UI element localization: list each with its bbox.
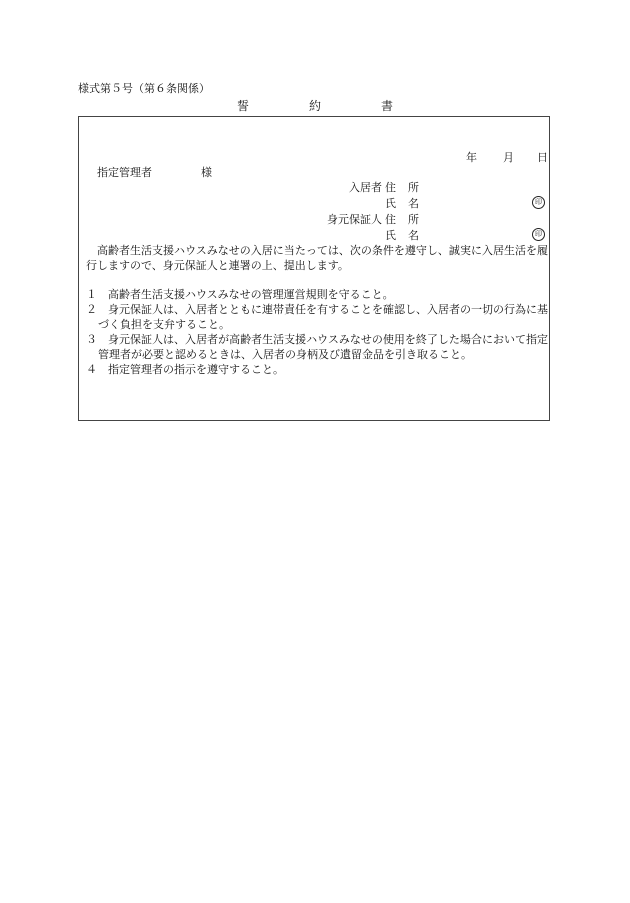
label-char: 氏 bbox=[385, 197, 396, 210]
addressee-role: 指定管理者 bbox=[97, 166, 152, 179]
condition-number: １ bbox=[86, 288, 97, 301]
condition-number: ２ bbox=[86, 303, 97, 316]
label-char: 所 bbox=[408, 213, 419, 226]
condition-number: ３ bbox=[86, 333, 97, 346]
title-char: 約 bbox=[308, 99, 321, 113]
date-month-label: 月 bbox=[503, 151, 514, 164]
label-char: 所 bbox=[408, 181, 419, 194]
label-char: 住 bbox=[385, 213, 396, 226]
label-char: 名 bbox=[408, 229, 419, 242]
label-char: 名 bbox=[408, 197, 419, 210]
condition-text: 身元保証人は、入居者とともに連帯責任を有することを確認し、入居者の一切の行為に基づく負担を支弁すること。 bbox=[98, 303, 548, 331]
condition-text: 高齢者生活支援ハウスみなせの管理運営規則を守ること。 bbox=[108, 288, 394, 301]
guarantor-address-label bbox=[385, 212, 419, 227]
label-char: 住 bbox=[385, 181, 396, 194]
form-number: 様式第５号（第６条関係） bbox=[78, 82, 210, 95]
condition-text: 身元保証人は、入居者が高齢者生活支援ハウスみなせの使用を終了した場合において指定管理者が必要と認めるときは、入居者の身柄及び遺留金品を引き取ること。 bbox=[98, 333, 548, 361]
list-item bbox=[86, 302, 548, 332]
title-char: 誓 bbox=[237, 99, 250, 113]
date-day-label: 日 bbox=[537, 151, 548, 164]
guarantor-name-label bbox=[385, 228, 419, 243]
list-item bbox=[86, 332, 548, 362]
intro-paragraph: 高齢者生活支援ハウスみなせの入居に当たっては、次の条件を遵守し、誠実に入居生活を履行しますので、身元保証人と連署の上、提出します。 bbox=[86, 244, 548, 272]
condition-text: 指定管理者の指示を遵守すること。 bbox=[108, 363, 284, 376]
guarantor-label: 身元保証人 bbox=[327, 213, 382, 226]
date-year-label: 年 bbox=[466, 151, 477, 164]
conditions-list bbox=[86, 287, 548, 377]
list-item bbox=[86, 287, 548, 302]
title-char: 書 bbox=[380, 99, 393, 113]
condition-number: ４ bbox=[86, 363, 97, 376]
list-item bbox=[86, 362, 548, 377]
resident-seal-icon: 印 bbox=[532, 196, 545, 209]
resident-name-label bbox=[385, 196, 419, 211]
pledge-form-frame bbox=[78, 116, 550, 421]
document-title bbox=[237, 99, 393, 114]
label-char: 氏 bbox=[385, 229, 396, 242]
guarantor-seal-icon: 印 bbox=[532, 228, 545, 241]
resident-address-label bbox=[385, 180, 419, 195]
resident-label: 入居者 bbox=[349, 181, 382, 194]
addressee-honorific: 様 bbox=[201, 166, 212, 179]
